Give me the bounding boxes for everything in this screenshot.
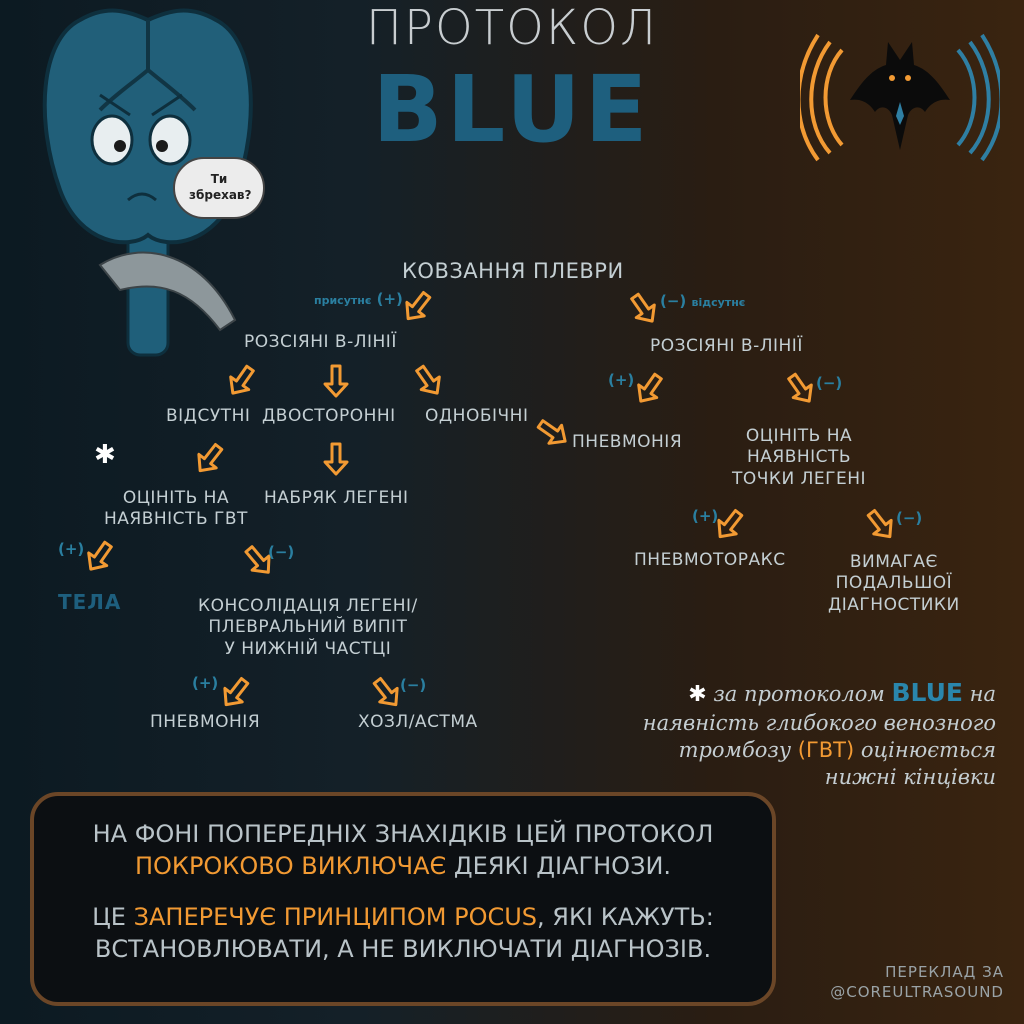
summary-p2 [34,901,772,966]
arrow [217,674,253,711]
title-blue: BLUE [372,56,652,163]
sign-plus: (+) [608,371,635,389]
sign-plus: (+) [58,540,85,558]
further-line3: ДІАГНОСТИКИ [828,594,960,615]
note-part2: на [969,682,996,706]
absent-sign: (−) [660,292,687,310]
arrow [82,538,117,575]
translation-credit [830,962,1004,1003]
asterisk-marker: ✱ [94,440,116,470]
arrow [191,440,227,477]
dvt-line1: ОЦІНІТЬ НА [122,488,230,508]
lung-point-line2: НАЯВНІСТЬ [746,447,852,468]
sign-minus: (−) [896,509,923,527]
arrow [632,370,667,407]
lung-point-line1: ОЦІНІТЬ НА [745,426,853,446]
node-left-b-lines: РОЗСІЯНІ В-ЛІНІЇ [244,332,397,352]
arrow [783,370,818,407]
arrow [626,290,661,327]
note-blue: BLUE [891,678,963,707]
sign-present [314,290,403,308]
arrow [224,362,259,399]
title-protocol: ПРОТОКОЛ [365,0,659,56]
speech-text: Ти збрехав? [189,172,252,202]
node-unilateral: ОДНОБІЧНІ [425,406,529,426]
label-absent: відсутнє [691,296,746,309]
note-line3c: оцінюється [860,737,996,762]
present-sign: (+) [376,290,403,308]
node-absent: ВІДСУТНІ [166,406,251,426]
note-part1: за протоколом [713,682,885,706]
note-line4: нижні кінцівки [824,765,996,790]
note-line2: наявність глибокого венозного [642,710,996,735]
summary-p1 [34,818,772,883]
node-pneumothorax: ПНЕВМОТОРАКС [634,550,786,570]
arrow [534,415,571,450]
sign-plus: (+) [192,674,219,692]
summary-p1-a: НА ФОНІ ПОПЕРЕДНІХ ЗНАХІДКІВ ЦЕЙ ПРОТОКОЛ [92,820,714,848]
node-pleural-sliding: КОВЗАННЯ ПЛЕВРИ [402,259,624,283]
summary-box [30,792,776,1006]
node-right-b-lines: РОЗСІЯНІ В-ЛІНІЇ [650,336,803,356]
lung-point-line3: ТОЧКИ ЛЕГЕНІ [732,468,867,489]
summary-p2-a: ЦЕ [92,902,126,931]
node-pneumonia-left: ПНЕВМОНІЯ [150,712,261,732]
arrow [325,366,347,396]
further-line1: ВИМАГАЄ [849,552,938,572]
node-pulmonary-edema: НАБРЯК ЛЕГЕНІ [264,488,409,508]
node-pneumonia-right: ПНЕВМОНІЯ [572,432,683,452]
dvt-line2: НАЯВНІСТЬ ГВТ [104,509,248,530]
summary-p1-b: ПОКРОКОВО ВИКЛЮЧАЄ [134,852,447,881]
sign-minus: (−) [400,676,427,694]
label-present: присутнє [314,294,372,307]
arrow [411,362,446,399]
summary-p1-c: ДЕЯКІ ДІАГНОЗИ. [453,852,672,881]
arrow [863,506,899,543]
credit-line1: ПЕРЕКЛАД ЗА [885,963,1004,981]
sign-absent [660,292,745,310]
node-lung-point [732,426,866,490]
consol-line1: КОНСОЛІДАЦІЯ ЛЕГЕНІ/ [198,596,418,616]
sign-plus: (+) [692,507,719,525]
summary-p2-b: ЗАПЕРЕЧУЄ ПРИНЦИПОМ POCUS [133,902,538,931]
note-asterisk: ✱ [688,682,707,707]
arrow [399,288,435,325]
node-pe: ТЕЛА [58,590,122,614]
node-bilateral: ДВОСТОРОННІ [262,406,396,426]
node-copd-asthma: ХОЗЛ/АСТМА [358,712,478,732]
sign-minus: (−) [816,374,843,392]
dvt-footnote [643,677,996,791]
further-line2: ПОДАЛЬШОЇ [835,573,953,594]
node-assess-dvt [104,488,248,531]
credit-line2: @COREULTRASOUND [830,983,1004,1002]
summary-p2-d: ВСТАНОВЛЮВАТИ, А НЕ ВИКЛЮЧАТИ ДІАГНОЗІВ. [94,935,712,964]
sign-minus: (−) [268,543,295,561]
consol-line2: ПЛЕВРАЛЬНИЙ ВИПІТ [208,617,408,638]
summary-p2-c: , ЯКІ КАЖУТЬ: [537,902,714,931]
note-line3a: тромбозу [678,737,792,762]
arrow [325,444,347,474]
consol-line3: У НИЖНІЙ ЧАСТЦІ [224,638,392,659]
node-consolidation [198,596,418,660]
note-line3b: (ГВТ) [797,737,855,762]
node-further-diagnostics [828,552,960,616]
